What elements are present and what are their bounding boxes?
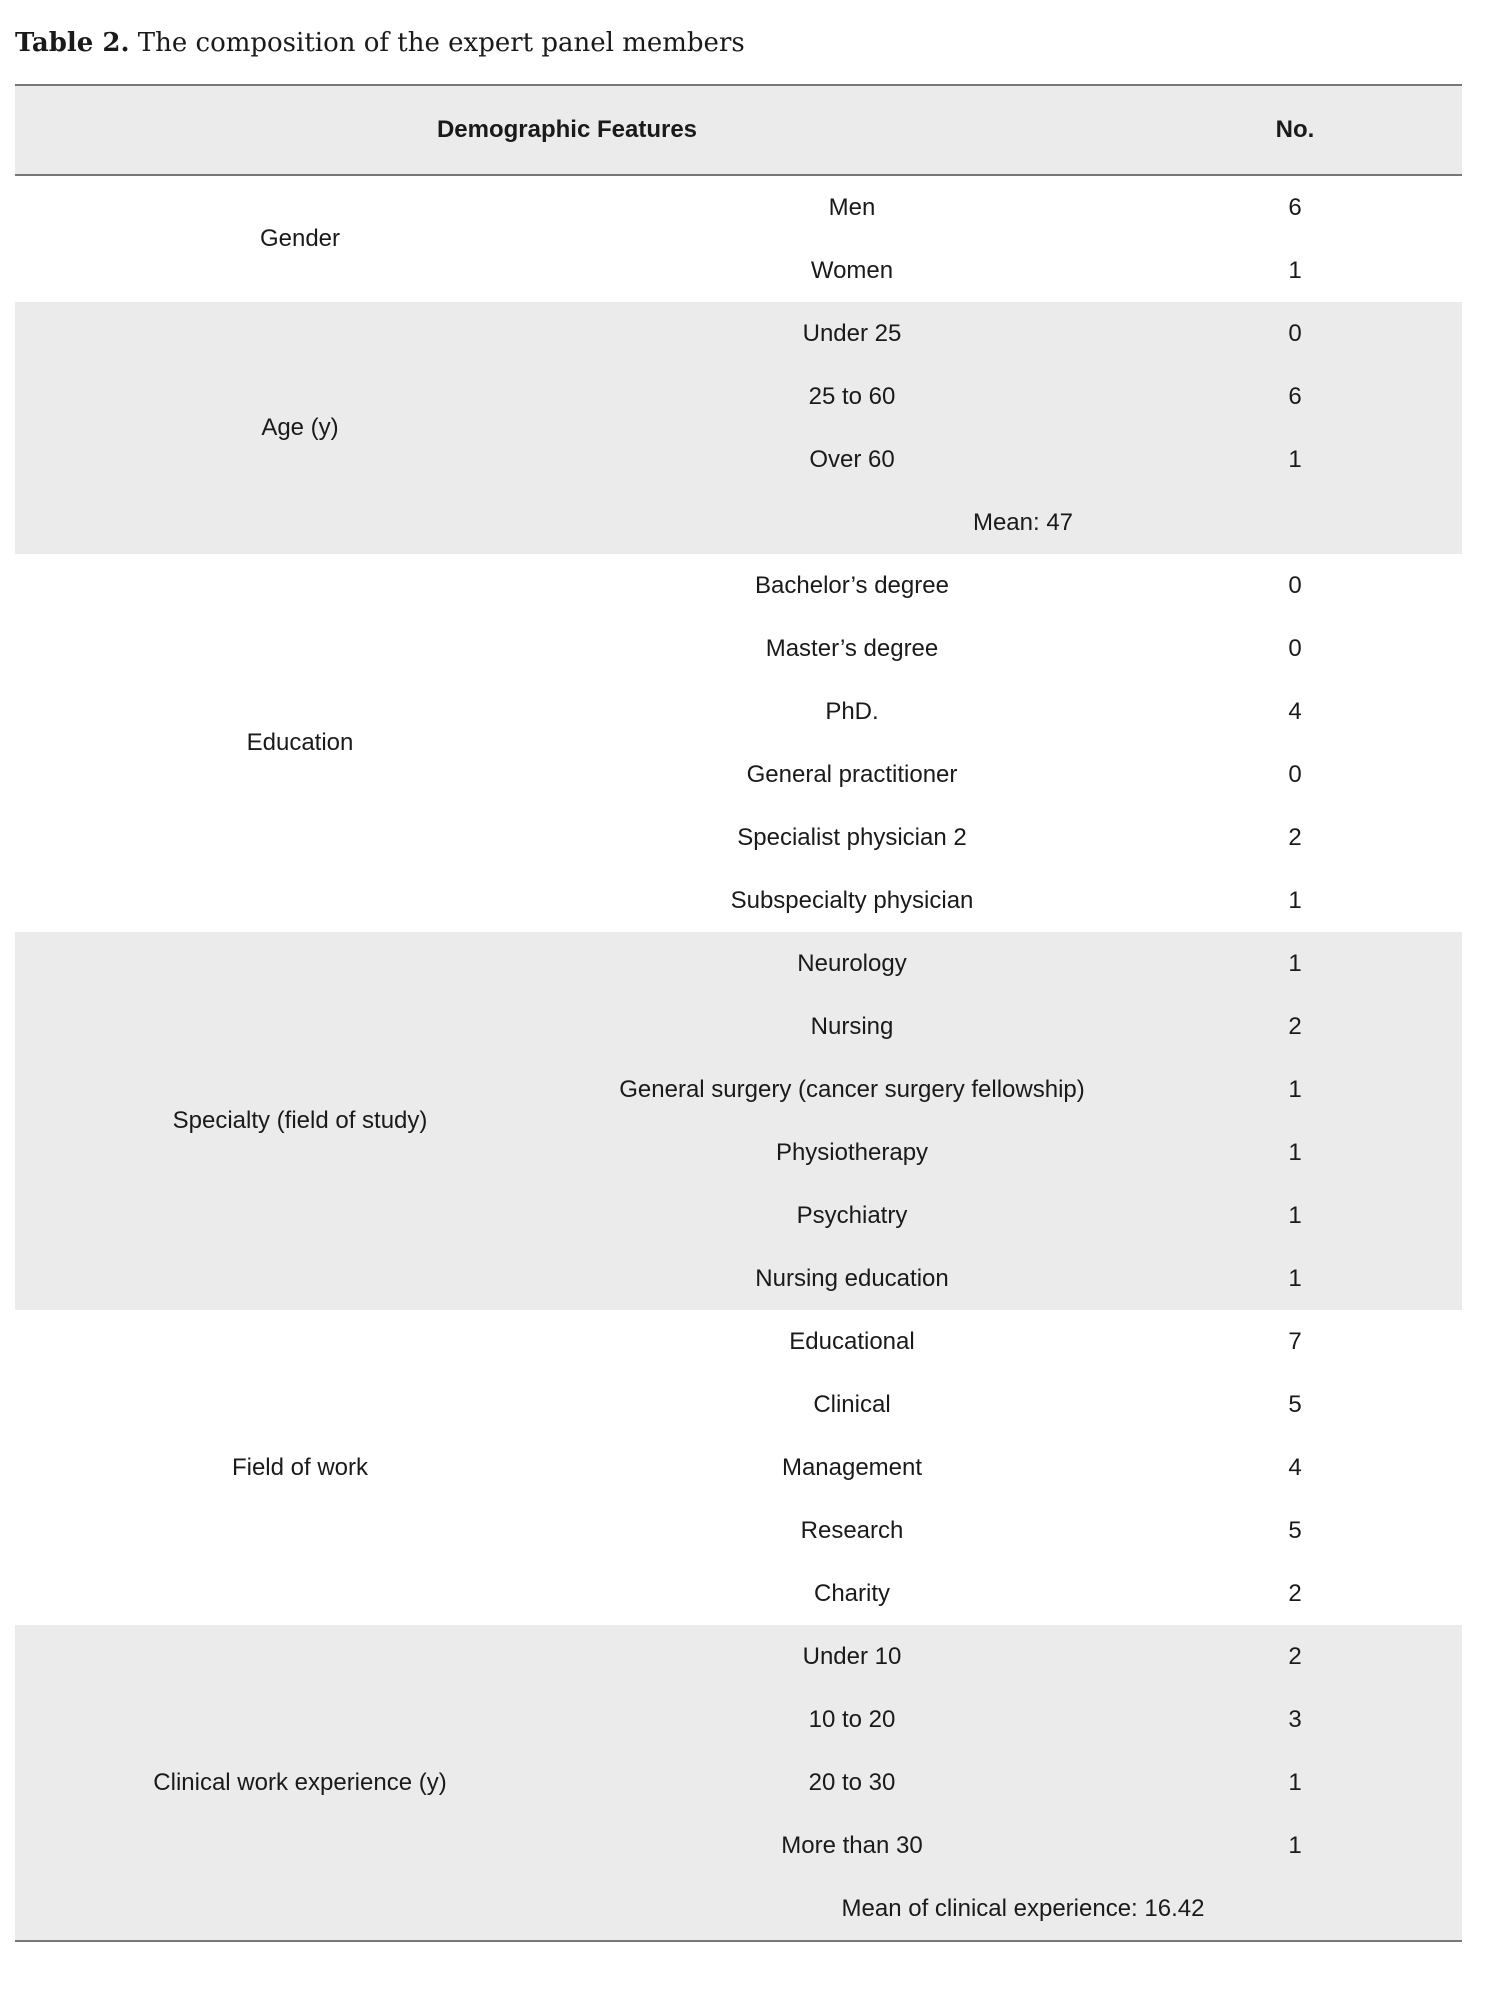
group-specialty-field-of-study (15, 932, 1462, 1310)
table-caption-text: The composition of the expert panel members (137, 28, 745, 58)
row-count: 1 (1288, 1075, 1302, 1103)
row-count: 5 (1288, 1516, 1302, 1544)
row-item: Management (781, 1453, 923, 1481)
row-item: PhD. (825, 697, 879, 725)
demographics-table (15, 84, 1462, 1942)
row-item: Physiotherapy (775, 1138, 929, 1166)
row-count: 2 (1288, 1012, 1302, 1040)
group-clinical-work-experience-y (15, 1625, 1462, 1940)
row-count: 1 (1288, 1201, 1302, 1229)
row-item: Over 60 (809, 445, 895, 473)
row-item: Bachelor’s degree (755, 571, 949, 599)
row-count: 1 (1288, 445, 1302, 473)
row-count: 2 (1288, 823, 1302, 851)
row-item: Women (810, 256, 894, 284)
row-item: Subspecialty physician (730, 886, 974, 914)
header-demographic-features: Demographic Features (436, 116, 698, 143)
row-count: 1 (1288, 1768, 1302, 1796)
group-age-y (15, 302, 1462, 554)
table-header (15, 84, 1462, 176)
row-item: Nursing education (755, 1264, 949, 1292)
row-item: General surgery (cancer surgery fellowship) (619, 1075, 1085, 1103)
row-item: More than 30 (781, 1831, 923, 1859)
row-count: 1 (1288, 949, 1302, 977)
mean-value: Mean of clinical experience: 16.42 (841, 1894, 1205, 1922)
row-item: Nursing (810, 1012, 894, 1040)
row-item: Specialist physician 2 (737, 823, 967, 851)
row-count: 1 (1288, 886, 1302, 914)
row-count: 6 (1288, 193, 1302, 221)
row-count: 4 (1288, 697, 1302, 725)
row-item: General practitioner (746, 760, 958, 788)
row-item: 25 to 60 (808, 382, 896, 410)
row-count: 1 (1288, 1831, 1302, 1859)
row-count: 2 (1288, 1642, 1302, 1670)
table-caption (15, 26, 745, 60)
table-caption-label: Table 2. (15, 28, 130, 58)
row-item: Educational (789, 1327, 915, 1355)
row-count: 6 (1288, 382, 1302, 410)
group-gender (15, 176, 1462, 302)
group-label: Clinical work experience (y) (153, 1768, 447, 1796)
header-number: No. (1275, 116, 1315, 143)
group-field-of-work (15, 1310, 1462, 1625)
row-item: Psychiatry (796, 1201, 908, 1229)
mean-value: Mean: 47 (972, 508, 1074, 536)
group-label: Specialty (field of study) (172, 1107, 428, 1134)
row-count: 4 (1288, 1453, 1302, 1481)
row-item: Men (828, 193, 876, 221)
row-count: 0 (1288, 571, 1302, 599)
group-label: Gender (259, 225, 341, 252)
row-count: 1 (1288, 1138, 1302, 1166)
row-item: 20 to 30 (808, 1768, 896, 1796)
row-item: Master’s degree (765, 634, 939, 662)
row-count: 3 (1288, 1705, 1302, 1733)
row-item: Clinical (813, 1390, 891, 1418)
group-education (15, 554, 1462, 932)
group-label: Field of work (231, 1453, 369, 1481)
group-label: Age (y) (261, 414, 339, 441)
row-item: 10 to 20 (808, 1705, 896, 1733)
row-count: 0 (1288, 319, 1302, 347)
table-body (15, 176, 1462, 1942)
row-count: 5 (1288, 1390, 1302, 1418)
row-item: Under 25 (802, 319, 902, 347)
row-count: 1 (1288, 1264, 1302, 1292)
row-item: Charity (813, 1579, 891, 1607)
row-count: 0 (1288, 760, 1302, 788)
row-item: Research (800, 1516, 904, 1544)
row-item: Under 10 (802, 1642, 902, 1670)
row-count: 1 (1288, 256, 1302, 284)
group-label: Education (246, 729, 354, 756)
row-count: 2 (1288, 1579, 1302, 1607)
row-count: 0 (1288, 634, 1302, 662)
row-item: Neurology (797, 949, 907, 977)
row-count: 7 (1288, 1327, 1302, 1355)
